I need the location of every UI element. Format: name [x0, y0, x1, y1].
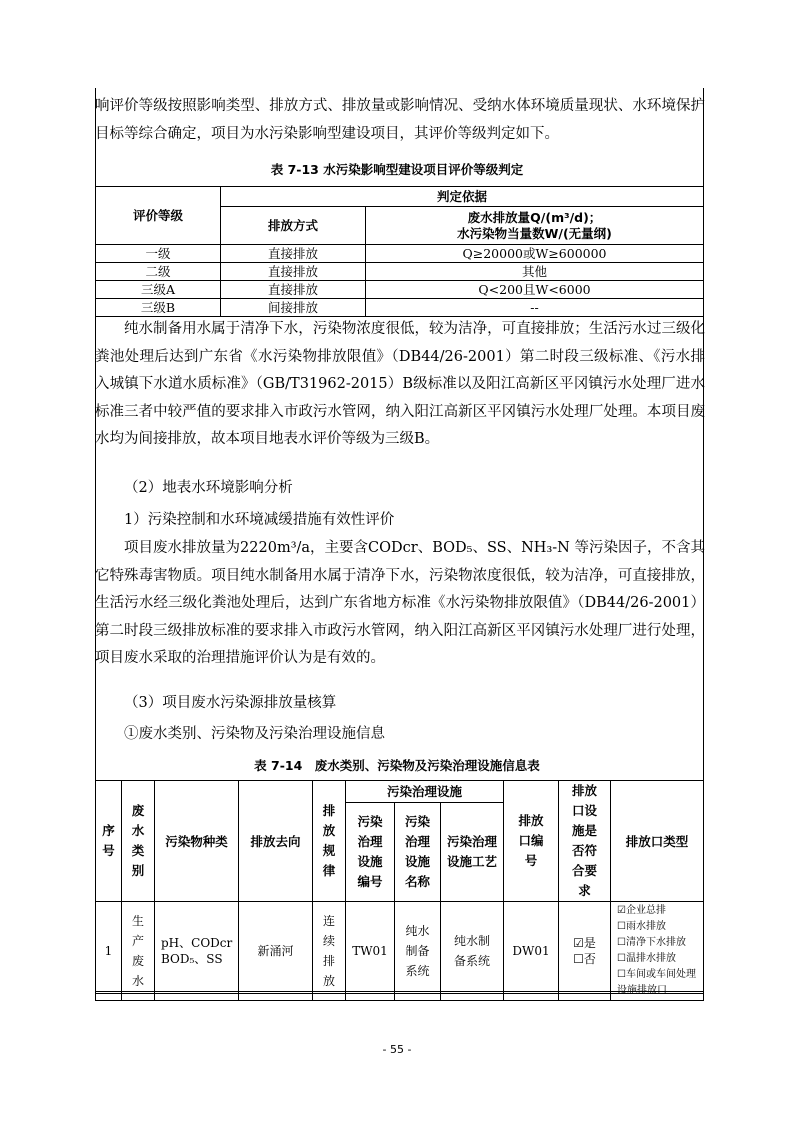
outlet-type-option: ☐雨水排放: [617, 921, 666, 932]
wastewater-info-table: [95, 780, 704, 1001]
section-heading-3: （3）项目废水污染源排放量核算: [124, 695, 337, 711]
compliant-yes-checkbox: ☑是: [573, 936, 596, 950]
section-heading-3-1: ①废水类别、污染物及污染治理设施信息: [124, 726, 385, 742]
page-number: - 55 -: [382, 1043, 412, 1056]
table-row: 一级 直接排放 Q≥20000或W≥600000: [96, 245, 704, 263]
outlet-type-option: ☐清净下水排放: [617, 937, 686, 948]
compliant-no-checkbox: ☐否: [573, 952, 596, 966]
section-heading-2: （2）地表水环境影响分析: [124, 480, 293, 496]
header-outlet-type: 排放口类型: [611, 781, 704, 902]
paragraph-1: 纯水制备用水属于清净下水，污染物浓度很低，较为洁净，可直接排放；生活污水过三级化粪池处理后达到广东省《水污染物排放限值》（DB44/26-2001）第二时段三级标准、《污水排入城镇下水道水质标准》（GB/T31962-2015）B级标准以及阳江高新区平冈镇污水处理厂进水标准三者中较严值的要求排入市政污水管网，纳入阳江高新区平冈镇污水处理厂处理。本项目废水均为间接排放，故本项目地表水评价等级为三级B。: [95, 321, 705, 447]
header-method: 排放方式: [221, 207, 366, 245]
header-rule: 排放规律: [322, 803, 336, 878]
intro-paragraph: 响评价等级按照影响类型、排放方式、排放量或影响情况、受纳水体环境质量现状、水环境保护目标等综合确定，项目为水污染影响型建设项目，其评价等级判定如下。: [95, 98, 705, 142]
table-row: 三级A 直接排放 Q<200且W<6000: [96, 281, 704, 299]
table-7-14-caption: 表 7-14 废水类别、污染物及污染治理设施信息表: [254, 758, 540, 773]
outlet-type-option: ☐车间或车间处理设施排放口: [617, 969, 696, 996]
header-compliant: 排放口设施是否符合要求: [571, 783, 597, 898]
header-level: 评价等级: [96, 187, 221, 245]
section-heading-2-1: 1）污染控制和水环境减缓措施有效性评价: [124, 512, 395, 528]
table-row: 二级 直接排放 其他: [96, 263, 704, 281]
header-fac-process: 污染治理设施工艺: [446, 834, 497, 869]
header-basis: 判定依据: [221, 187, 704, 207]
evaluation-level-table: [95, 186, 704, 317]
header-fac-name: 污染治理设施名称: [404, 814, 430, 889]
header-fac-no: 污染治理设施编号: [357, 814, 383, 889]
header-pollutant: 污染物种类: [155, 781, 239, 902]
outlet-type-option: ☑企业总排: [617, 905, 666, 916]
outlet-type-option: ☐温排水排放: [617, 953, 676, 964]
table-row: 1 生产废水 pH、CODcr BOD₅、SS 新涌河 连续排放 TW01 纯水制备系统 纯水制备系统 DW01 ☑是 ☐否 ☑企业总排 ☐雨水排放 ☐清净下水排放 ☐温排水排放 ☐车间或车间处理设施排放口: [96, 902, 704, 1001]
header-facility: 污染治理设施: [346, 781, 504, 803]
header-dest: 排放去向: [239, 781, 313, 902]
header-amount: 废水排放量Q/(m³/d)； 水污染物当量数W/(无量纲): [366, 207, 704, 245]
header-type: 废水类别: [131, 803, 145, 878]
paragraph-2: 项目废水排放量为2220m³/a，主要含CODcr、BOD₅、SS、NH₃-N 等污染因子，不含其它特殊毒害物质。项目纯水制备用水属于清净下水，污染物浓度很低，较为洁净，可直接排放，生活污水经三级化粪池处理后，达到广东省地方标准《水污染物排放限值》（DB44/26-2001）第二时段三级排放标准的要求排入市政污水管网，纳入阳江高新区平冈镇污水处理厂进行处理，项目废水采取的治理措施评价认为是有效的。: [95, 540, 705, 666]
header-outlet-no: 排放口编号: [518, 813, 544, 868]
table-7-13-caption: 表 7-13 水污染影响型建设项目评价等级判定: [270, 162, 524, 177]
table-row: 三级B 间接排放 --: [96, 299, 704, 317]
header-no: 序号: [102, 823, 115, 858]
